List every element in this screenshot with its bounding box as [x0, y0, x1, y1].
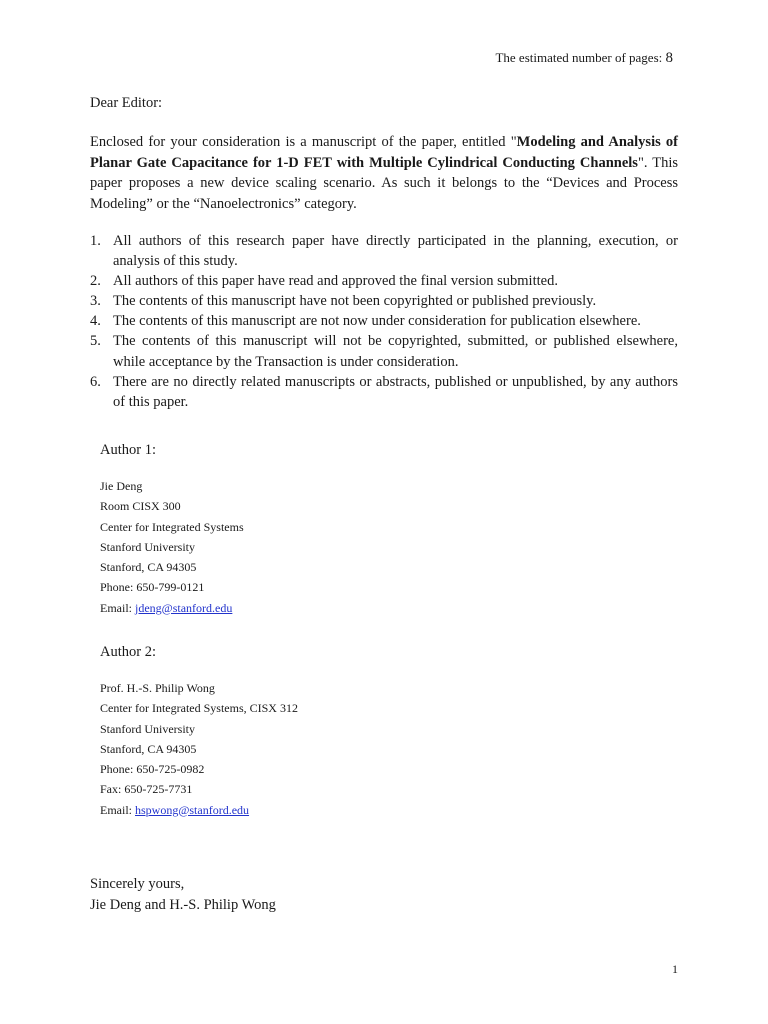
item-text: There are no directly related manuscripts or abstracts, published or unpublished, by any authors of this paper. [113, 373, 678, 410]
intro-lead: Enclosed for your consideration is a manuscript of the paper, entitled " [90, 134, 517, 150]
author-city: Stanford, CA 94305 [100, 560, 197, 575]
email-link[interactable]: hspwong@stanford.edu [135, 802, 250, 817]
item-text: All authors of this research paper have directly participated in the planning, execution, or analysis of this study. [113, 233, 678, 270]
list-item [90, 331, 678, 371]
paper-title: Modeling and Analysis of Planar Gate Capacitance for 1-D FET with Multiple Cylindrical Conducting Channels [90, 134, 679, 171]
greeting: Dear Editor: [90, 95, 163, 111]
author-heading: Author 1: [100, 442, 156, 458]
page-count-value: 8 [665, 50, 673, 66]
list-item [90, 372, 678, 412]
author-contact [100, 476, 244, 618]
item-text: The contents of this manuscript have not been copyrighted or published previously. [113, 293, 597, 310]
author-center: Center for Integrated Systems, CISX 312 [100, 701, 298, 716]
email-link[interactable]: jdeng@stanford.edu [135, 600, 233, 615]
item-number: 4. [90, 313, 101, 330]
author-university: Stanford University [100, 539, 195, 554]
author-1-block [100, 442, 244, 618]
item-number: 2. [90, 273, 101, 290]
signatories: Jie Deng and H.-S. Philip Wong [90, 897, 276, 913]
author-email-line [100, 800, 298, 820]
item-text: The contents of this manuscript will not be copyrighted, submitted, or published elsewhere, while acceptance by the Transaction is under consideration. [113, 333, 678, 370]
closing-salutation: Sincerely yours, [90, 876, 185, 892]
author-name: Jie Deng [100, 479, 143, 493]
author-phone: Phone: 650-799-0121 [100, 580, 205, 595]
item-number: 6. [90, 373, 101, 390]
list-item [90, 311, 678, 331]
author-name: Prof. H.-S. Philip Wong [100, 681, 215, 695]
author-heading: Author 2: [100, 644, 156, 660]
item-text: All authors of this paper have read and approved the final version submitted. [113, 273, 558, 290]
closing-block [90, 874, 276, 916]
author-2-block [100, 644, 298, 820]
author-phone: Phone: 650-725-0982 [100, 762, 205, 777]
item-number: 1. [90, 233, 101, 249]
intro-tail: ". This paper proposes a new device scaling scenario. As such it belongs to the “Devices and Process Modeling” or the “Nanoelectronics” category. [90, 154, 679, 212]
author-university: Stanford University [100, 721, 195, 736]
author-city: Stanford, CA 94305 [100, 741, 197, 756]
estimated-page-count [495, 50, 673, 67]
declaration-list [90, 231, 678, 412]
list-item [90, 271, 678, 291]
item-text: The contents of this manuscript are not now under consideration for publication elsewhere. [113, 313, 641, 330]
author-room: Room CISX 300 [100, 499, 181, 514]
list-item [90, 231, 678, 271]
email-label: Email: [100, 600, 132, 615]
page-count-label: The estimated number of pages: [495, 50, 663, 65]
item-number: 5. [90, 333, 101, 350]
intro-paragraph [90, 132, 678, 214]
author-fax: Fax: 650-725-7731 [100, 782, 193, 797]
email-label: Email: [100, 802, 132, 817]
author-email-line [100, 598, 244, 618]
item-number: 3. [90, 293, 101, 310]
author-contact [100, 678, 298, 820]
author-center: Center for Integrated Systems [100, 519, 244, 534]
page-number: 1 [672, 962, 678, 976]
list-item [90, 291, 678, 311]
